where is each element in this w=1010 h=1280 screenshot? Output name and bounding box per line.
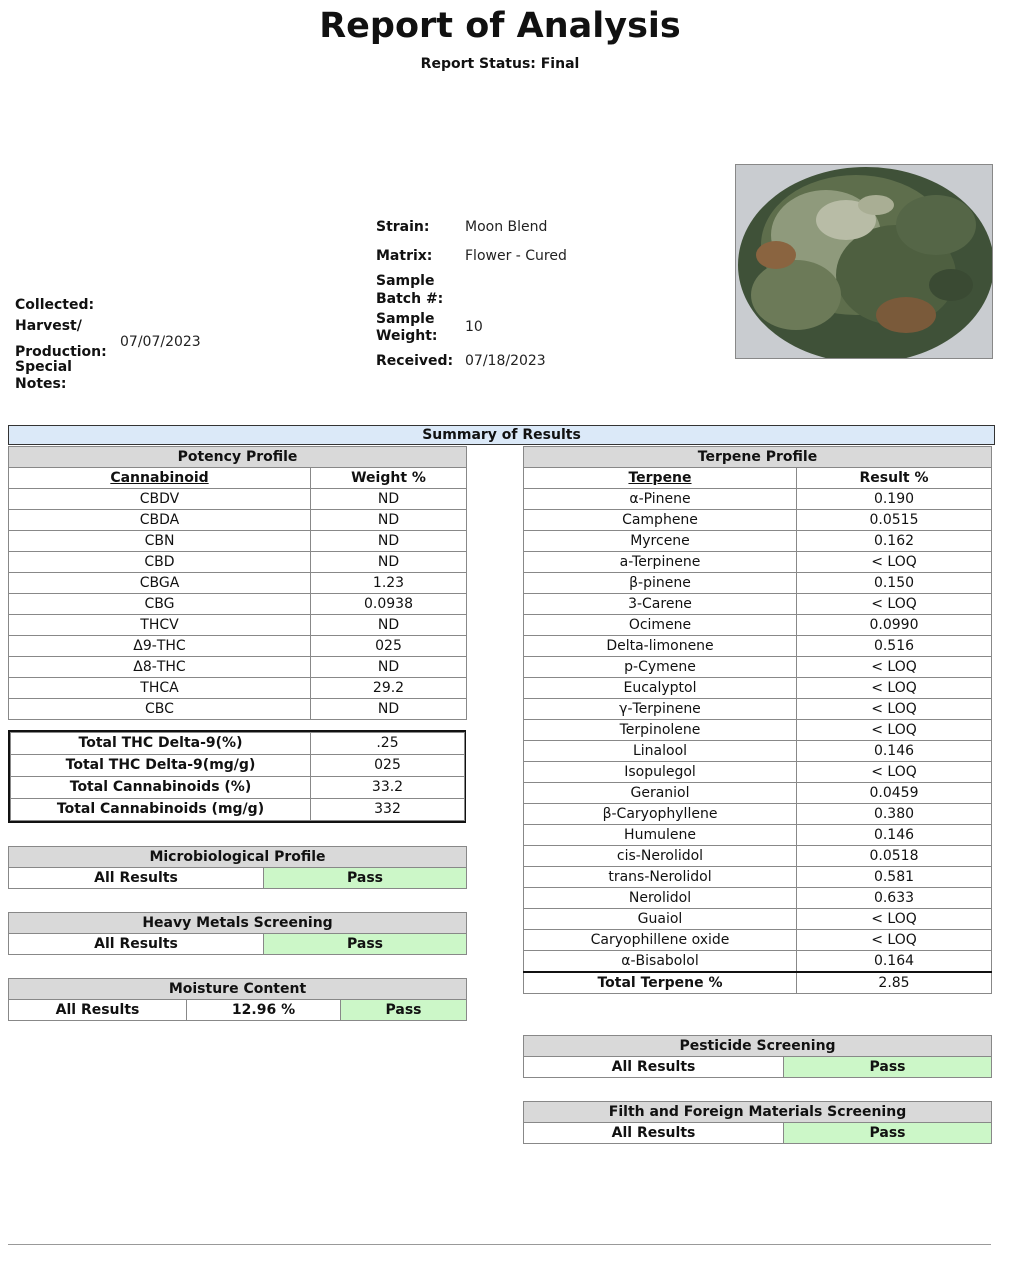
batch-label-line2: Batch #: (376, 291, 444, 307)
terpene-row (524, 741, 992, 762)
potency-row (9, 573, 467, 594)
moisture-label: All Results (9, 1000, 187, 1021)
terpene-row (524, 888, 992, 909)
total-label: Total THC Delta-9(mg/g) (11, 755, 311, 777)
metals-table (8, 912, 467, 955)
cannabinoid-weight: ND (311, 510, 467, 531)
batch-label-line1: Sample (376, 273, 435, 289)
terpene-name: Myrcene (524, 531, 797, 552)
terpene-row (524, 699, 992, 720)
weight-label-line1: Sample (376, 311, 435, 327)
terpene-row (524, 867, 992, 888)
terpene-row (524, 846, 992, 867)
potency-title: Potency Profile (9, 447, 467, 468)
potency-totals-table (10, 732, 465, 821)
terpene-row (524, 720, 992, 741)
result-col-header: Result % (797, 468, 992, 489)
cannabinoid-weight: 29.2 (311, 678, 467, 699)
special-label: Special (15, 359, 72, 375)
metals-label: All Results (9, 934, 264, 955)
terpene-name: α-Bisabolol (524, 951, 797, 973)
terpene-row (524, 531, 992, 552)
terpene-result: 0.164 (797, 951, 992, 973)
cannabinoid-name: CBG (9, 594, 311, 615)
cannabinoid-name: CBN (9, 531, 311, 552)
terpene-result: 0.380 (797, 804, 992, 825)
potency-totals-box (8, 730, 466, 823)
terpene-name: Ocimene (524, 615, 797, 636)
terpene-row (524, 489, 992, 510)
terpene-result: < LOQ (797, 762, 992, 783)
terpene-result: 0.146 (797, 825, 992, 846)
terpene-row (524, 825, 992, 846)
cannabinoid-weight: ND (311, 615, 467, 636)
terpene-name: Isopulegol (524, 762, 797, 783)
pesticide-table (523, 1035, 992, 1078)
pesticide-result: Pass (784, 1057, 992, 1078)
terpene-row (524, 657, 992, 678)
terpene-row (524, 552, 992, 573)
moisture-result: Pass (341, 1000, 467, 1021)
weight-col-header: Weight % (311, 468, 467, 489)
potency-row (9, 531, 467, 552)
terpene-result: < LOQ (797, 699, 992, 720)
terpene-result: 0.516 (797, 636, 992, 657)
report-status: Report Status: Final (420, 56, 580, 72)
production-date: 07/07/2023 (120, 334, 201, 350)
strain-label: Strain: (376, 219, 430, 235)
potency-total-row (11, 733, 465, 755)
terpene-name: α-Pinene (524, 489, 797, 510)
metals-result: Pass (264, 934, 467, 955)
potency-total-row (11, 777, 465, 799)
terpene-row (524, 909, 992, 930)
terpene-name: 3-Carene (524, 594, 797, 615)
terpene-name: Geraniol (524, 783, 797, 804)
terpene-result: < LOQ (797, 930, 992, 951)
terpene-result: < LOQ (797, 552, 992, 573)
cannabinoid-weight: 0.0938 (311, 594, 467, 615)
potency-row (9, 489, 467, 510)
terpene-name: Terpinolene (524, 720, 797, 741)
terpene-row (524, 930, 992, 951)
potency-row (9, 636, 467, 657)
collected-label: Collected: (15, 297, 95, 313)
harvest-label: Harvest/ (15, 318, 82, 334)
weight-label-line2: Weight: (376, 328, 438, 344)
cannabinoid-name: THCV (9, 615, 311, 636)
cannabinoid-weight: ND (311, 531, 467, 552)
terpene-result: 0.150 (797, 573, 992, 594)
filth-table (523, 1101, 992, 1144)
matrix-label: Matrix: (376, 248, 433, 264)
terpene-title: Terpene Profile (524, 447, 992, 468)
moisture-table (8, 978, 467, 1021)
weight-value: 10 (465, 319, 483, 335)
cannabinoid-name: Δ8-THC (9, 657, 311, 678)
cannabinoid-name: THCA (9, 678, 311, 699)
moisture-value: 12.96 % (187, 1000, 341, 1021)
terpene-result: < LOQ (797, 657, 992, 678)
terpene-name: β-Caryophyllene (524, 804, 797, 825)
terpene-total-value: 2.85 (797, 972, 992, 994)
terpene-name: cis-Nerolidol (524, 846, 797, 867)
terpene-result: 0.146 (797, 741, 992, 762)
production-label: Production: (15, 344, 107, 360)
terpene-name: a-Terpinene (524, 552, 797, 573)
filth-label: All Results (524, 1123, 784, 1144)
terpene-name: Delta-limonene (524, 636, 797, 657)
terpene-result: 0.0518 (797, 846, 992, 867)
terpene-row (524, 678, 992, 699)
cannabinoid-weight: 1.23 (311, 573, 467, 594)
terpene-result: < LOQ (797, 909, 992, 930)
terpene-row (524, 573, 992, 594)
received-label: Received: (376, 353, 454, 369)
terpene-name: γ-Terpinene (524, 699, 797, 720)
terpene-result: 0.190 (797, 489, 992, 510)
terpene-result: 0.162 (797, 531, 992, 552)
terpene-table (523, 446, 992, 994)
terpene-result: < LOQ (797, 594, 992, 615)
metals-title: Heavy Metals Screening (9, 913, 467, 934)
notes-label: Notes: (15, 376, 67, 392)
potency-table (8, 446, 467, 720)
pesticide-title: Pesticide Screening (524, 1036, 992, 1057)
sample-photo (735, 164, 993, 359)
total-value: .25 (311, 733, 465, 755)
terpene-result: 0.0990 (797, 615, 992, 636)
terpene-result: < LOQ (797, 720, 992, 741)
cannabinoid-weight: ND (311, 552, 467, 573)
terpene-name: β-pinene (524, 573, 797, 594)
cannabinoid-weight: ND (311, 699, 467, 720)
cannabinoid-name: CBC (9, 699, 311, 720)
total-value: 33.2 (311, 777, 465, 799)
terpene-name: Camphene (524, 510, 797, 531)
total-label: Total Cannabinoids (mg/g) (11, 799, 311, 821)
potency-row (9, 510, 467, 531)
potency-row (9, 657, 467, 678)
matrix-value: Flower - Cured (465, 248, 567, 264)
footer-divider (8, 1244, 991, 1245)
received-value: 07/18/2023 (465, 353, 546, 369)
terpene-name: Nerolidol (524, 888, 797, 909)
terpene-name: p-Cymene (524, 657, 797, 678)
terpene-name: Guaiol (524, 909, 797, 930)
terpene-row (524, 783, 992, 804)
terpene-row (524, 510, 992, 531)
total-value: 025 (311, 755, 465, 777)
terpene-name: Linalool (524, 741, 797, 762)
terpene-row (524, 594, 992, 615)
report-title: Report of Analysis (319, 6, 681, 46)
terpene-name: Eucalyptol (524, 678, 797, 699)
terpene-row (524, 615, 992, 636)
moisture-title: Moisture Content (9, 979, 467, 1000)
micro-table (8, 846, 467, 889)
cannabinoid-name: CBDV (9, 489, 311, 510)
terpene-name: Caryophillene oxide (524, 930, 797, 951)
cannabinoid-name: Δ9-THC (9, 636, 311, 657)
total-label: Total Cannabinoids (%) (11, 777, 311, 799)
terpene-name: Humulene (524, 825, 797, 846)
terpene-result: 0.633 (797, 888, 992, 909)
terpene-row (524, 804, 992, 825)
potency-row (9, 699, 467, 720)
potency-row (9, 552, 467, 573)
terpene-name: trans-Nerolidol (524, 867, 797, 888)
total-label: Total THC Delta-9(%) (11, 733, 311, 755)
terpene-total-row (524, 972, 992, 994)
micro-title: Microbiological Profile (9, 847, 467, 868)
pesticide-label: All Results (524, 1057, 784, 1078)
terpene-row (524, 636, 992, 657)
cannabinoid-name: CBD (9, 552, 311, 573)
summary-bar: Summary of Results (8, 425, 995, 445)
cannabinoid-name: CBDA (9, 510, 311, 531)
potency-row (9, 678, 467, 699)
cannabinoid-weight: 025 (311, 636, 467, 657)
terpene-col-header: Terpene (524, 468, 797, 489)
micro-label: All Results (9, 868, 264, 889)
filth-title: Filth and Foreign Materials Screening (524, 1102, 992, 1123)
potency-row (9, 615, 467, 636)
terpene-result: < LOQ (797, 678, 992, 699)
cannabinoid-name: CBGA (9, 573, 311, 594)
filth-result: Pass (784, 1123, 992, 1144)
terpene-row (524, 951, 992, 973)
total-value: 332 (311, 799, 465, 821)
potency-total-row (11, 799, 465, 821)
terpene-row (524, 762, 992, 783)
terpene-result: 0.581 (797, 867, 992, 888)
terpene-result: 0.0459 (797, 783, 992, 804)
potency-row (9, 594, 467, 615)
terpene-total-label: Total Terpene % (524, 972, 797, 994)
micro-result: Pass (264, 868, 467, 889)
strain-value: Moon Blend (465, 219, 548, 235)
cannabinoid-col-header: Cannabinoid (9, 468, 311, 489)
terpene-result: 0.0515 (797, 510, 992, 531)
cannabinoid-weight: ND (311, 657, 467, 678)
cannabinoid-weight: ND (311, 489, 467, 510)
potency-total-row (11, 755, 465, 777)
